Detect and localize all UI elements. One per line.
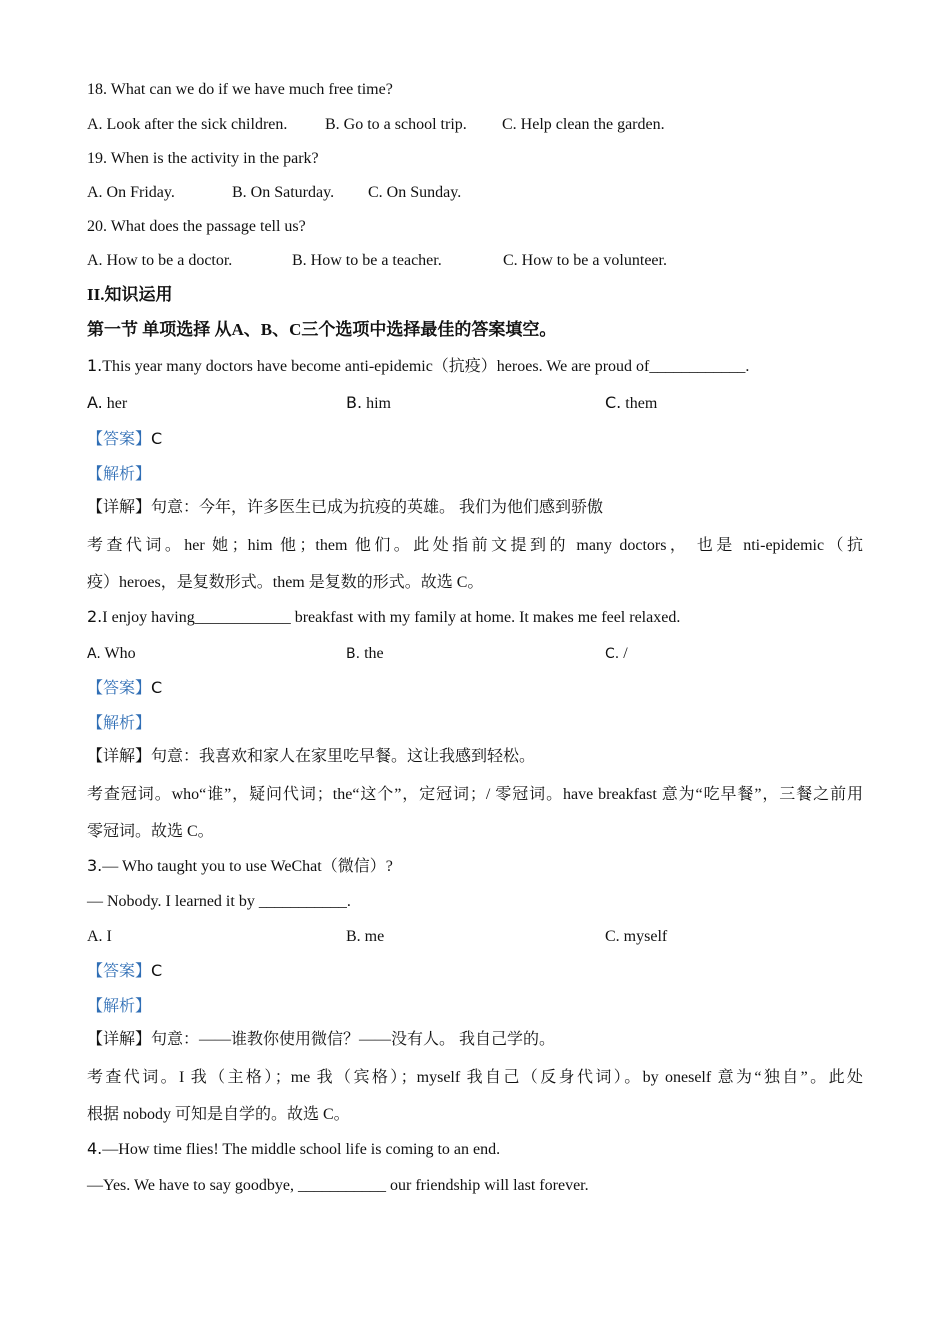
- explanation-line: 考查代词。her 她；him 他；them 他们。此处指前文提到的 many doctors， 也是 nti-epidemic（抗: [87, 537, 863, 554]
- question-text: — Who taught you to use WeChat（微信）?: [102, 858, 393, 875]
- option-text: her: [102, 395, 128, 412]
- option-b: [346, 393, 391, 414]
- answer-value: C: [151, 678, 163, 697]
- option-letter: A.: [87, 646, 101, 662]
- explanation-line: 零冠词。故选 C。: [87, 823, 214, 840]
- question-text: —How time flies! The middle school life is coming to an end.: [102, 1141, 501, 1158]
- answer-value: C: [151, 961, 163, 980]
- option-letter: C.: [605, 646, 620, 662]
- option-a: A. How to be a doctor.: [87, 252, 233, 269]
- option-c: [605, 393, 657, 414]
- detail-text: 【详解】句意：我喜欢和家人在家里吃早餐。这让我感到轻松。: [87, 748, 536, 765]
- option-a: [87, 644, 136, 664]
- explanation-line: 考查代词。I 我（主格）；me 我（宾格）；myself 我自己（反身代词）。by oneself 意为“独自”。此处: [87, 1069, 863, 1086]
- question-4: [87, 1139, 500, 1160]
- answer-value: C: [151, 429, 163, 448]
- option-text: the: [360, 645, 384, 662]
- option-b: B. How to be a teacher.: [292, 252, 442, 269]
- option-text: them: [621, 395, 658, 412]
- question-2: [87, 607, 680, 628]
- question-number: 2.: [87, 607, 103, 626]
- detail-text: 【详解】句意：——谁教你使用微信？——没有人。 我自己学的。: [87, 1031, 556, 1048]
- answer-line: [87, 961, 162, 982]
- answer-line: [87, 678, 162, 699]
- option-b: B. Go to a school trip.: [325, 116, 467, 133]
- option-letter: B.: [346, 646, 361, 662]
- question-number: 1.: [87, 356, 103, 375]
- question-text: I enjoy having____________ breakfast with my family at home. It makes me feel relaxed.: [102, 609, 681, 626]
- question-number: 3.: [87, 856, 103, 875]
- option-text: Who: [100, 645, 136, 662]
- analysis-tag: 【解析】: [87, 998, 152, 1015]
- analysis-tag: 【解析】: [87, 715, 152, 732]
- option-a: A. Look after the sick children.: [87, 116, 288, 133]
- option-c: C. How to be a volunteer.: [503, 252, 667, 269]
- subsection-title: 第一节 单项选择 从A、B、C三个选项中选择最佳的答案填空。: [87, 320, 557, 339]
- question-3: [87, 856, 393, 877]
- option-text: /: [619, 645, 628, 662]
- option-a: [87, 393, 127, 414]
- question-4-reply: —Yes. We have to say goodbye, ___________ our friendship will last forever.: [87, 1177, 589, 1194]
- option-c: [605, 644, 628, 664]
- option-b: [346, 644, 384, 664]
- option-text: him: [362, 395, 391, 412]
- answer-tag: 【答案】: [87, 431, 152, 448]
- detail-text: 【详解】句意：今年，许多医生已成为抗疫的英雄。 我们为他们感到骄傲: [87, 499, 604, 516]
- answer-tag: 【答案】: [87, 963, 152, 980]
- option-c: C. myself: [605, 928, 668, 945]
- explanation-line: 根据 nobody 可知是自学的。故选 C。: [87, 1106, 350, 1123]
- question-19: 19. When is the activity in the park?: [87, 150, 319, 167]
- option-letter: C.: [605, 393, 622, 412]
- section-title: II.知识运用: [87, 285, 173, 304]
- option-letter: B.: [346, 393, 363, 412]
- option-c: C. On Sunday.: [368, 184, 462, 201]
- answer-line: [87, 429, 162, 450]
- option-letter: A.: [87, 393, 103, 412]
- explanation-line: 考查冠词。who“谁”，疑问代词；the“这个”，定冠词；/ 零冠词。have breakfast 意为“吃早餐”，三餐之前用: [87, 786, 863, 803]
- explanation-line: 疫）heroes，是复数形式。them 是复数的形式。故选 C。: [87, 574, 484, 591]
- question-3-reply: — Nobody. I learned it by ___________.: [87, 893, 351, 910]
- question-18: 18. What can we do if we have much free time?: [87, 81, 393, 98]
- option-c: C. Help clean the garden.: [502, 116, 665, 133]
- question-text: This year many doctors have become anti-epidemic（抗疫）heroes. We are proud of____________.: [102, 358, 750, 375]
- question-number: 4.: [87, 1139, 103, 1158]
- option-b: B. On Saturday.: [232, 184, 335, 201]
- option-a: A. On Friday.: [87, 184, 175, 201]
- option-a: A. I: [87, 928, 112, 945]
- answer-tag: 【答案】: [87, 680, 152, 697]
- analysis-tag: 【解析】: [87, 466, 152, 483]
- option-b: B. me: [346, 928, 385, 945]
- question-1: [87, 356, 749, 377]
- question-20: 20. What does the passage tell us?: [87, 218, 306, 235]
